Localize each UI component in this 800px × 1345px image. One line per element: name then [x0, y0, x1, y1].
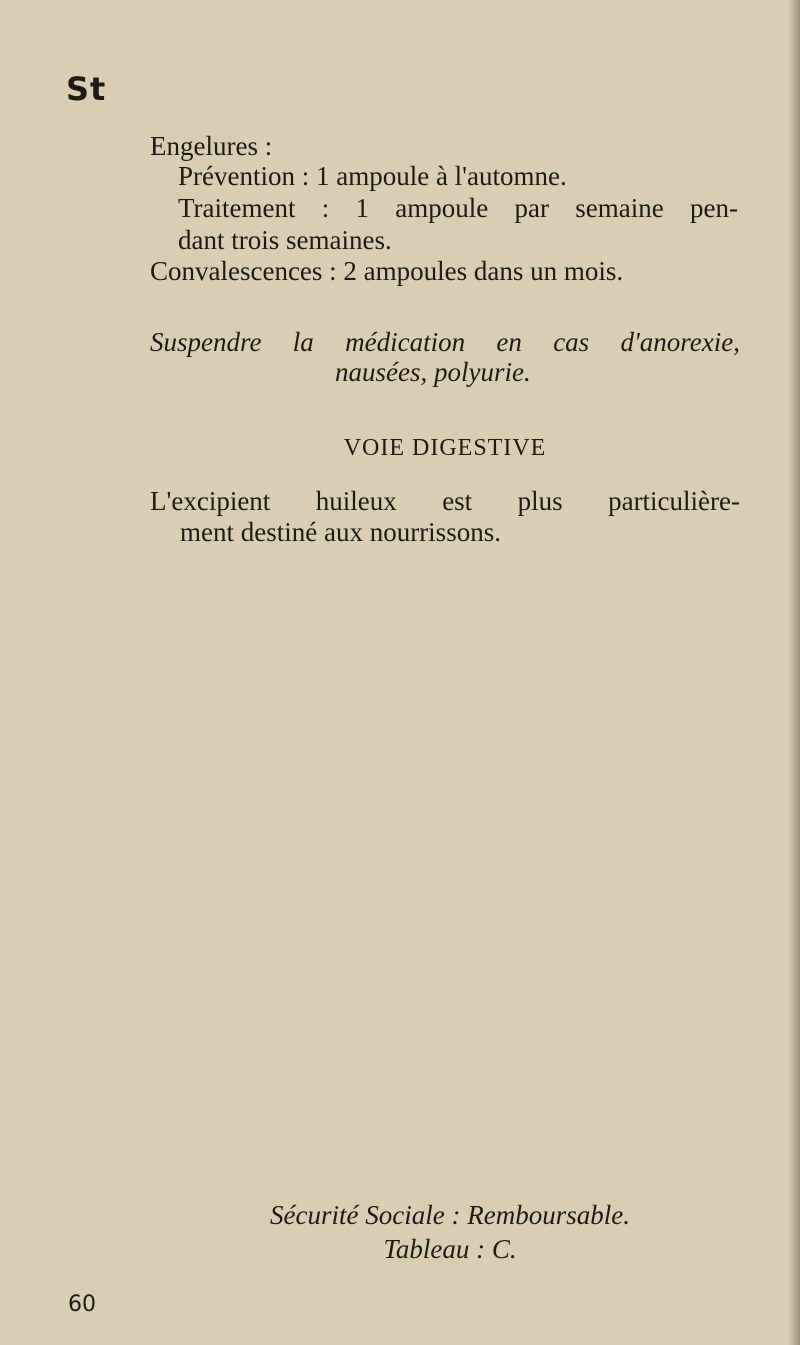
section-mark: St: [66, 70, 107, 108]
page-edge-shadow: [788, 0, 800, 1345]
heading-engelures: Engelures :: [150, 131, 273, 161]
note-line-1: L'excipient huileux est plus particulière-: [150, 486, 740, 516]
warning-line-1: Suspendre la médication en cas d'anorexie,: [150, 327, 740, 357]
note-line-2: ment destiné aux nourrissons.: [180, 517, 501, 547]
line-traitement-cont: dant trois semaines.: [178, 225, 392, 255]
page-number: 60: [68, 1292, 96, 1317]
section-heading: VOIE DIGESTIVE: [343, 435, 547, 461]
line-convalescences: Convalescences : 2 ampoules dans un mois.: [150, 256, 624, 286]
footer-line-1: Sécurité Sociale : Remboursable.: [270, 1200, 630, 1230]
line-traitement: Traitement : 1 ampoule par semaine pen-: [178, 193, 738, 223]
footer-line-2: Tableau : C.: [383, 1234, 517, 1264]
warning-line-2: nausées, polyurie.: [335, 357, 531, 387]
line-prevention: Prévention : 1 ampoule à l'automne.: [178, 161, 567, 191]
